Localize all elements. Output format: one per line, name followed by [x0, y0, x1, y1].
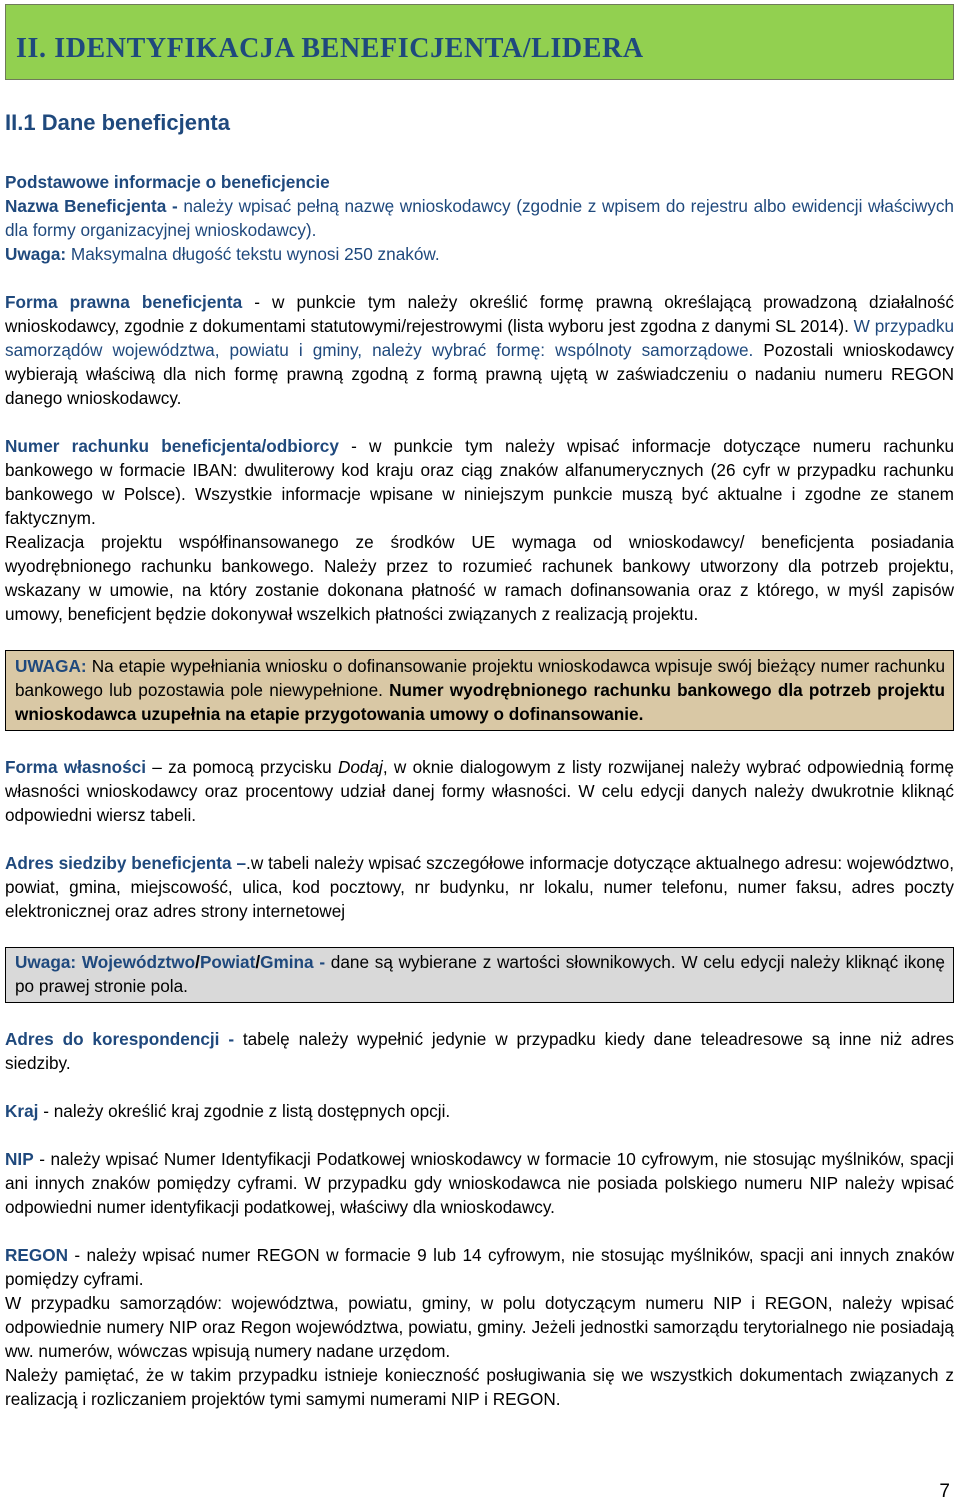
section-heading-text: Dane beneficjenta — [35, 110, 230, 135]
country-paragraph — [5, 1099, 954, 1123]
name-note — [5, 242, 954, 266]
region-warning-text — [15, 950, 945, 998]
ownership-text1: – za pomocą przycisku — [145, 757, 338, 777]
region-sep-1: / — [195, 952, 200, 972]
address-text: .w tabeli należy wpisać szczegółowe informacje dotyczące aktualnego adresu: województwo, powiat, gmina, miejscowość, ulica, kod pocztowy, nr budynku, nr lokalu, numer telefonu, numer faksu, adres poczty elektronicznej oraz adres strony internetowej — [5, 853, 954, 921]
ownership-label: Forma własności — [5, 757, 146, 777]
account-paragraph-2: Realizacja projektu współfinansowanego ze środków UE wymaga od wnioskodawcy/ beneficjenta posiadania wyodrębnionego rachunku bankowego. Należy przez to rozumieć rachunek bankowy utworzony dla potrzeb projektu, wskazany w umowie, na który zostanie dokonana płatność w ramach dofinansowania oraz z którego, w myśl zapisów umowy, beneficjent będzie dokonywał wszelkich płatności związanych z realizacją projektu. — [5, 532, 954, 624]
account-warning-text — [15, 654, 945, 726]
regon-label: REGON — [5, 1245, 69, 1265]
legal-form-paragraph — [5, 290, 954, 410]
regon-paragraph-3: Należy pamiętać, że w takim przypadku istnieje konieczność posługiwania się we wszystkich dokumentach związanych z realizacją i rozliczaniem projektów tymi samymi numerami NIP i REGON. — [5, 1365, 954, 1409]
legal-form-text3: Pozostali wnioskodawcy wybierają właściwą dla nich formę prawną zgodną z formą prawną ujętą w zaświadczeniu o nadaniu numeru REGON danego wnioskodawcy. — [5, 340, 955, 408]
country-text: - należy określić kraj zgodnie z listą dostępnych opcji. — [38, 1101, 451, 1121]
regon-paragraph — [5, 1243, 954, 1291]
account-label: Numer rachunku beneficjenta/odbiorcy — [5, 436, 339, 456]
region-label-1: Uwaga: Województwo — [15, 952, 196, 972]
region-sep-2: / — [255, 952, 261, 972]
correspondence-label: Adres do korespondencji - — [5, 1029, 235, 1049]
section-heading — [5, 110, 954, 136]
region-warning-box — [5, 947, 954, 1003]
warning-label: UWAGA: — [15, 656, 87, 676]
legal-form-text1: - w punkcie tym należy określić formę prawną określającą prowadzoną działalność wnioskodawcy, zgodnie z dokumentami statutowymi/rejestrowymi (lista wyboru jest zgodna z danymi SL 2014). — [5, 292, 954, 336]
nip-paragraph — [5, 1147, 954, 1219]
region-text: dane są wybierane z wartości słownikowych. W celu edycji należy kliknąć ikonę po prawej stronie pola. — [15, 952, 945, 996]
chapter-title: II. IDENTYFIKACJA BENEFICJENTA/LIDERA — [16, 33, 644, 64]
warning-bold-text: Numer wyodrębnionego rachunku bankowego dla potrzeb projektu wnioskodawca uzupełnia na etapie przygotowania umowy o dofinansowanie. — [15, 680, 945, 724]
basic-info-heading: Podstawowe informacje o beneficjencie — [5, 172, 330, 192]
country-label: Kraj — [5, 1101, 39, 1121]
account-warning-box — [5, 650, 954, 731]
chapter-title-box — [5, 4, 954, 80]
legal-form-label: Forma prawna beneficjenta — [5, 292, 243, 312]
ownership-text2: , w oknie dialogowym z listy rozwijanej należy wybrać odpowiednią formę własności wnioskodawcy oraz procentowy udział danej formy własności. W celu edycji danych należy dwukrotnie kliknąć odpowiedni wiersz tabeli. — [5, 757, 954, 825]
note-label: Uwaga: — [5, 244, 67, 264]
page-number: 7 — [939, 1481, 950, 1502]
note-text: Maksymalna długość tekstu wynosi 250 znaków. — [66, 244, 440, 264]
name-label: Nazwa Beneficjenta - — [5, 196, 178, 216]
add-button-reference: Dodaj — [337, 757, 383, 777]
nip-label: NIP — [5, 1149, 34, 1169]
ownership-paragraph — [5, 755, 954, 827]
account-paragraph — [5, 434, 954, 530]
warning-text: Na etapie wypełniania wniosku o dofinansowanie projektu wnioskodawca wpisuje swój bieżący numer rachunku bankowego lub pozostawia pole niewypełnione. — [15, 656, 945, 700]
regon-text: - należy wpisać numer REGON w formacie 9 lub 14 cyfrowym, nie stosując myślników, spacji ani innych znaków pomiędzy cyframi. — [5, 1245, 954, 1289]
nip-text: - należy wpisać Numer Identyfikacji Podatkowej wnioskodawcy w formacie 10 cyfrowym, nie stosując myślników, spacji ani innych znaków pomiędzy cyframi. W przypadku gdy wnioskodawca nie posiada polskiego numeru NIP należy wpisać odpowiedni numer identyfikacji podatkowej, właściwy dla wnioskodawcy. — [5, 1149, 954, 1217]
address-label: Adres siedziby beneficjenta – — [5, 853, 247, 873]
region-label-2: Powiat — [199, 952, 256, 972]
section-number: II.1 — [5, 110, 36, 135]
name-paragraph — [5, 194, 954, 242]
name-text: należy wpisać pełną nazwę wnioskodawcy (zgodnie z wpisem do rejestru albo ewidencji właściwych dla formy organizacyjnej wnioskodawcy). — [5, 196, 954, 240]
account-text1: - w punkcie tym należy wpisać informacje dotyczące numeru rachunku bankowego w formacie IBAN: dwuliterowy kod kraju oraz ciąg znaków alfanumerycznych (26 cyfr w przypadku rachunku bankowego w Polsce). Wszystkie informacje wpisane w niniejszym punkcie muszą być aktualne i zgodne ze stanem faktycznym. — [5, 436, 955, 528]
address-paragraph — [5, 851, 954, 923]
correspondence-paragraph — [5, 1027, 954, 1075]
regon-paragraph-2: W przypadku samorządów: województwa, powiatu, gminy, w polu dotyczącym numeru NIP i REGON, należy wpisać odpowiednie numery NIP oraz Regon województwa, powiatu, gminy. Jeżeli jednostki samorządu terytorialnego nie posiadają ww. numerów, wówczas wpisują numery nadane urzędom. — [5, 1293, 954, 1361]
legal-form-text2: W przypadku samorządów województwa, powiatu i gminy, należy wybrać formę: wspólnoty samorządowe. — [5, 316, 954, 360]
correspondence-text: tabelę należy wypełnić jedynie w przypadku kiedy dane teleadresowe są inne niż adres siedziby. — [5, 1029, 955, 1073]
region-label-3: Gmina - — [260, 952, 326, 972]
document-page — [5, 4, 954, 1411]
